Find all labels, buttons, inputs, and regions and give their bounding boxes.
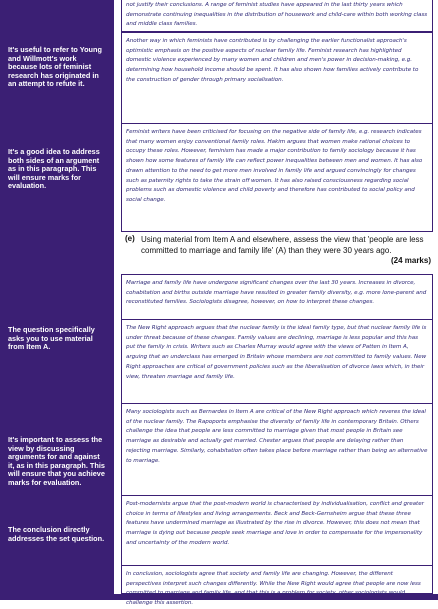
answer-e-paragraph-1: Marriage and family life have undergone significant changes over the last 30 years. Increases in divorce, cohabitation and births outside marriage have resulted in greater family diversity, e.g. more lone-parent and reconstituted families. Sociologists disagree, however, on how to interpret these changes. xyxy=(121,274,433,320)
page-footer-strip xyxy=(0,594,438,600)
answer-e-paragraph-3: Many sociologists such as Bernardes in Item A are critical of the New Right approach which reveres the ideal of the nuclear family. The Rapoports emphasise the diversity of family life in contemporary Britain. Others challenge the idea that people are less committed to marriage given that most people in Britain see marriage as desirable and actually get married. Chester argues that people are delaying rather than rejecting marriage. Similarly, cohabitation often takes place before marriage rather than being an alternative to marriage. xyxy=(121,404,433,496)
question-number: (e) xyxy=(125,234,135,243)
answer-d-paragraph-1: not justify their conclusions. A range of feminist studies have appeared in the last thirty years which demonstrate continuing inequalities in the distribution of housework and child-care within both working class and middle class families. xyxy=(121,0,433,32)
answer-d-paragraph-3: Feminist writers have been criticised for focusing on the negative side of family life, e.g. research indicates that many women enjoy conventional family roles. Hakim argues that women make rational choices to occupy these roles. However, feminism has made a major contribution to family sociology because it has shown how some features of family life can reflect power inequalities between men and women. It has also drawn attention to the need to get more men involved in family life and argued convincingly for changes such as paternity rights to take the strain off women. It has also raised consciousness regarding social problems such as domestic violence and child poverty and therefore has contributed to social policy and social change. xyxy=(121,124,433,232)
marks-badge: (24 marks) xyxy=(390,256,431,265)
answer-e-paragraph-4: Post-modernists argue that the post-modern world is characterised by individualisation, conflict and greater choice in terms of lifestyles and living arrangements. Beck and Beck-Gernsheim argue that these three features have undermined marriage as illustrated by the rise in divorce. However, this does not mean that marriage is dying out because people seek marriage and love in order to compensate for the impersonality and uncertainty of the modern world. xyxy=(121,496,433,566)
question-e xyxy=(121,234,433,274)
tips-sidebar xyxy=(0,0,114,600)
tip-assess-view: It's important to assess the view by discussing arguments for and against it, as in this paragraph. This will ensure that you achieve marks for evaluation. xyxy=(8,435,105,487)
answer-e-paragraph-2: The New Right approach argues that the nuclear family is the ideal family type, but that nuclear family life is under threat because of these changes. Family values are declining, marriage is less popular and this has put the family in crisis. Writers such as Charles Murray would agree with the views of Patten in Item A, arguing that an underclass has emerged in Britain whose members are not committed to family values. New Right approaches are critical of government policies such as the liberalisation of divorce laws which, in their view, threaten marriage and family life. xyxy=(121,320,433,404)
question-text: Using material from Item A and elsewhere, assess the view that 'people are less committed to marriage and family life' (A) than they were 30 years ago. xyxy=(141,235,424,255)
answer-column xyxy=(119,0,438,607)
answer-d-paragraph-2: Another way in which feminists have contributed is by challenging the earlier functionalist approach's optimistic emphasis on the positive aspects of nuclear family life. Feminist research has highlighted domestic violence experienced by many women and children and men's power in decision-making, e.g. determining how household income should be spent. It has also shown how families actively contribute to the construction of gender through primary socialisation. xyxy=(121,32,433,124)
answer-e-conclusion: In conclusion, sociologists agree that society and family life are changing. However, the different perspectives interpret such changes differently. While the New Right would agree that people are now less challenge this assertion. xyxy=(121,566,433,594)
tip-conclusion: The conclusion directly addresses the set question. xyxy=(8,525,105,543)
tip-both-sides: It's a good idea to address both sides of an argument as in this paragraph. This will ensure marks for evaluation. xyxy=(8,147,100,191)
tip-item-a: The question specifically asks you to use material from Item A. xyxy=(8,325,95,352)
tip-young-willmott: It's useful to refer to Young and Willmott's work because lots of feminist research has originated in an attempt to refute it. xyxy=(8,45,102,89)
